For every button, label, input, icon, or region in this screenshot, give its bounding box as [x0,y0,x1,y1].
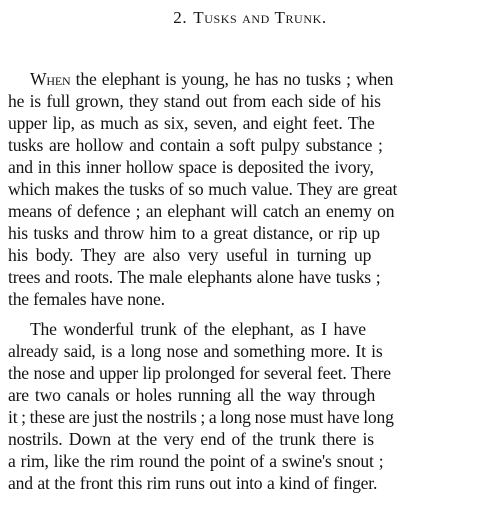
paragraph-2-line-5: it ; these are just the nostrils ; a long nose must have long [8,407,394,427]
paragraph-2-line-4: are two canals or holes running all the way through [8,385,376,405]
paragraph-1-line-2: he is full grown, they stand out from each side of his [8,91,381,111]
paragraph-1-line-1 [30,68,498,90]
paragraph-1-line-6: which makes the tusks of so much value. They are great [8,179,398,199]
paragraph-2-line-1: The wonderful trunk of the elephant, as I have [30,319,366,339]
paragraph-1-line-8: his tusks and throw him to a great distance, or rip up [8,223,380,243]
paragraph-1-line-7: means of defence ; an elephant will catch an enemy on [8,201,395,221]
paragraph-1-line-11: the females have none. [8,289,165,309]
section-heading [0,8,500,28]
paragraph-1-line-1-text: the elephant is young, he has no tusks ; when [70,69,394,89]
section-title: Tusks and Trunk. [193,8,327,27]
paragraph-1-line-10: trees and roots. The male elephants alone have tusks ; [8,267,381,287]
paragraph-2-line-6: nostrils. Down at the very end of the trunk there is [8,429,374,449]
paragraph-2-line-7: a rim, like the rim round the point of a swine's snout ; [8,451,384,471]
paragraph-2-line-8: and at the front this rim runs out into a kind of finger. [8,473,378,493]
paragraph-1-line-9: his body. They are also very useful in turning up [8,245,372,265]
paragraph-1-line-4: tusks are hollow and contain a soft pulpy substance ; [8,135,383,155]
section-number: 2. [173,8,188,27]
paragraph-2-line-2: already said, is a long nose and something more. It is [8,341,383,361]
lead-word: When [30,69,71,89]
paragraph-1-line-3: upper lip, as much as six, seven, and eight feet. The [8,113,375,133]
paragraph-1-line-5: and in this inner hollow space is deposited the ivory, [8,157,374,177]
paragraph-2-line-3: the nose and upper lip prolonged for several feet. There [8,363,391,383]
